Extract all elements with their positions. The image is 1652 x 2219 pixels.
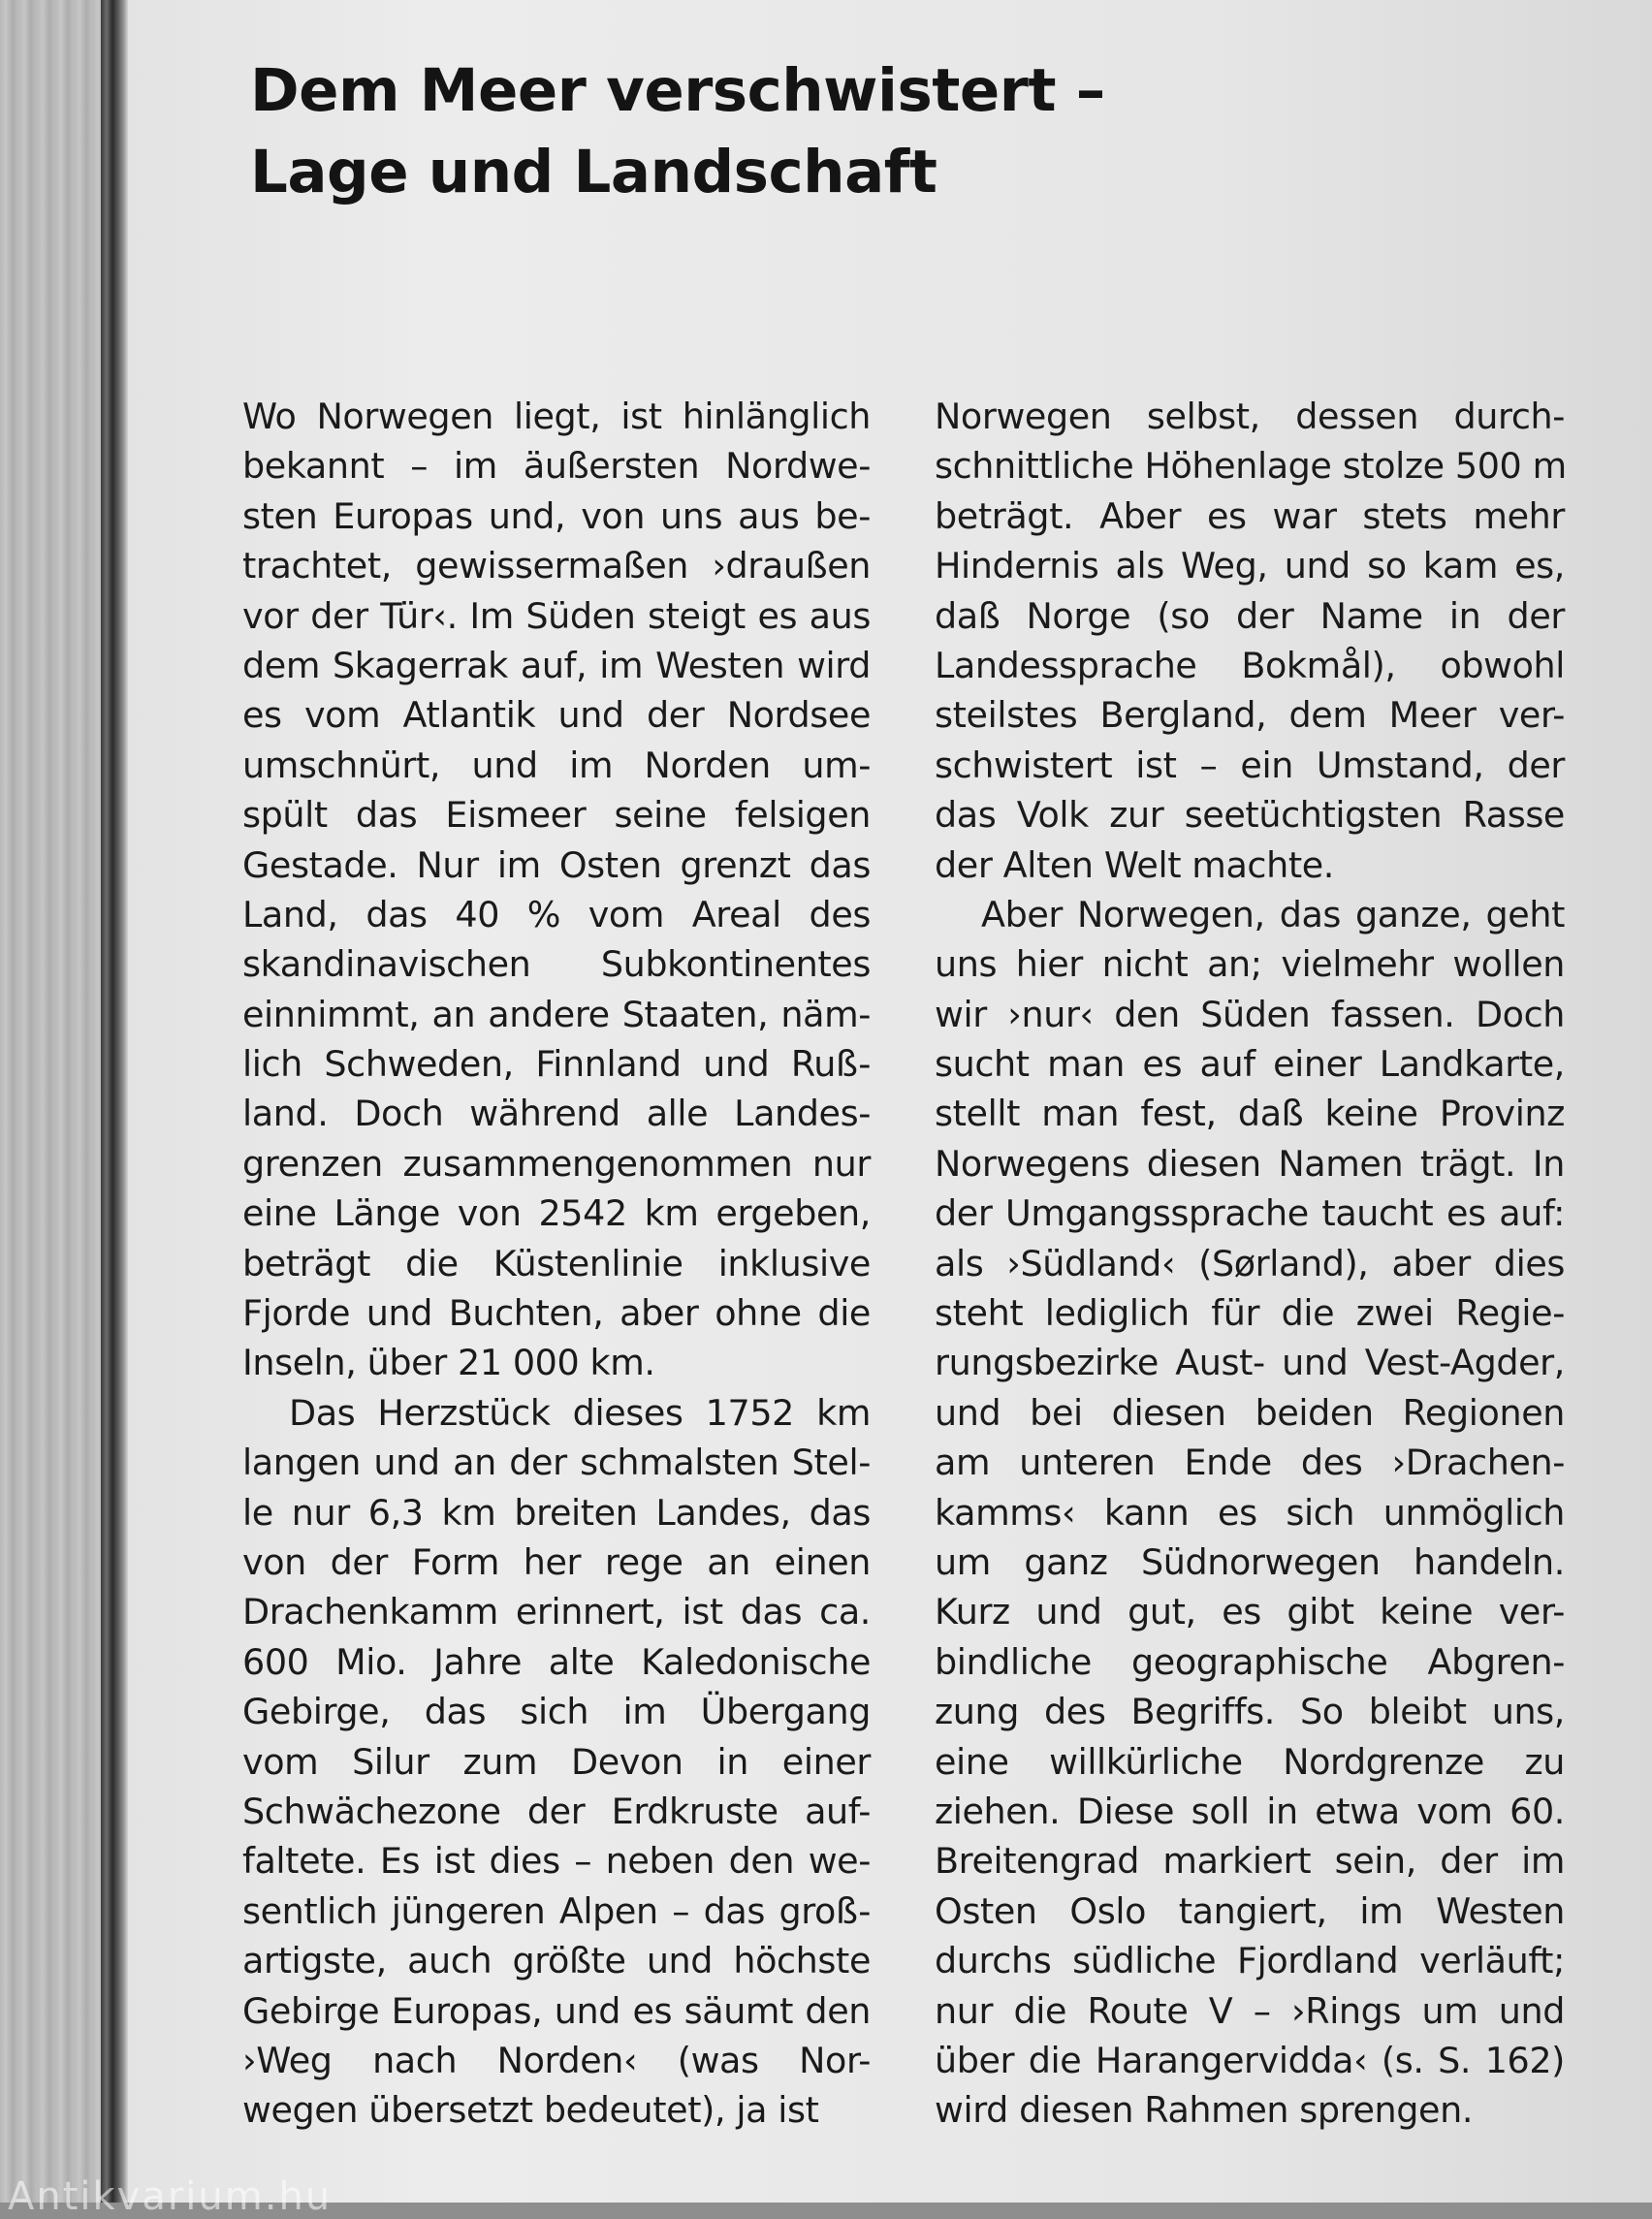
text-line: ›Weg nach Norden‹ (was Nor- [242,2039,871,2081]
text-line: trachtet, gewissermaßen ›draußen [242,545,871,587]
text-line: Das Herzstück dieses 1752 km [289,1391,871,1434]
text-column-right [935,392,1565,2136]
text-line: der Alten Welt machte. [935,843,1335,886]
text-line: le nur 6,3 km breiten Landes, das [242,1491,871,1534]
chapter-title-line: Lage und Landschaft [250,138,937,206]
chapter-title [250,50,1105,213]
paragraph [935,890,1565,2136]
text-line: Gebirge, das sich im Übergang [242,1691,871,1733]
text-line: Drachenkamm erinnert, ist das ca. [242,1591,871,1633]
text-line: uns hier nicht an; vielmehr wollen [935,943,1565,986]
text-column-left [242,392,871,2136]
text-line: sentlich jüngeren Alpen – das groß- [242,1889,871,1932]
text-line: steilstes Bergland, dem Meer ver- [935,694,1565,737]
chapter-title-line: Dem Meer verschwistert – [250,56,1105,125]
text-line: bindliche geographische Abgren- [935,1640,1565,1683]
text-line: rungsbezirke Aust- und Vest-Agder, [935,1342,1565,1384]
text-line: umschnürt, und im Norden um- [242,744,871,786]
paragraph [935,392,1565,890]
text-line: sucht man es auf einer Landkarte, [935,1043,1565,1086]
text-line: als ›Südland‹ (Sørland), aber dies [935,1242,1565,1284]
text-line: grenzen zusammengenommen nur [242,1142,871,1185]
text-line: um ganz Südnorwegen handeln. [935,1540,1565,1583]
text-line: einnimmt, an andere Staaten, näm- [242,993,871,1035]
text-line: am unteren Ende des ›Drachen- [935,1442,1565,1484]
text-line: Gebirge Europas, und es säumt den [242,1989,871,2032]
book-page-edge [101,0,128,2203]
text-line: Hindernis als Weg, und so kam es, [935,545,1565,587]
text-line: eine Länge von 2542 km ergeben, [242,1192,871,1235]
text-line: kamms‹ kann es sich unmöglich [935,1491,1565,1534]
text-line: steht lediglich für die zwei Regie- [935,1292,1565,1335]
text-line: der Umgangssprache taucht es auf: [935,1192,1565,1235]
text-line: wir ›nur‹ den Süden fassen. Doch [935,993,1565,1035]
text-line: Wo Norwegen liegt, ist hinlänglich [242,396,871,437]
text-line: daß Norge (so der Name in der [935,594,1565,637]
text-line: langen und an der schmalsten Stel- [242,1442,871,1484]
text-line: artigste, auch größte und höchste [242,1940,871,1982]
text-line: zung des Begriffs. So bleibt uns, [935,1691,1565,1733]
text-line: Kurz und gut, es gibt keine ver- [935,1591,1565,1633]
text-line: beträgt. Aber es war stets mehr [935,494,1565,537]
watermark: Antikvarium.hu [8,2174,333,2219]
text-line: schnittliche Höhenlage stolze 500 m [935,445,1567,488]
text-line: stellt man fest, daß keine Provinz [935,1093,1565,1135]
text-line: 600 Mio. Jahre alte Kaledonische [242,1640,871,1683]
text-line: Inseln, über 21 000 km. [242,1342,655,1384]
text-line: spült das Eismeer seine felsigen [242,794,871,837]
text-line: Osten Oslo tangiert, im Westen [935,1889,1565,1932]
text-line: Norwegens diesen Namen trägt. In [935,1142,1565,1185]
text-line: wird diesen Rahmen sprengen. [935,2089,1474,2132]
text-line: Schwächezone der Erdkruste auf- [242,1790,871,1832]
text-line: Norwegen selbst, dessen durch- [935,396,1565,437]
text-line: nur die Route V – ›Rings um und [935,1989,1565,2032]
text-line: Gestade. Nur im Osten grenzt das [242,843,871,886]
paragraph [242,392,871,1388]
text-line: ziehen. Diese soll in etwa vom 60. [935,1790,1565,1832]
text-line: Breitengrad markiert sein, der im [935,1840,1565,1883]
text-line: von der Form her rege an einen [242,1540,871,1583]
text-line: und bei diesen beiden Regionen [935,1391,1565,1434]
text-line: über die Harangervidda‹ (s. S. 162) [935,2039,1565,2081]
text-line: eine willkürliche Nordgrenze zu [935,1740,1565,1783]
text-line: beträgt die Küstenlinie inklusive [242,1242,871,1284]
text-line: schwistert ist – ein Umstand, der [935,744,1565,786]
text-line: land. Doch während alle Landes- [242,1093,871,1135]
text-line: wegen übersetzt bedeutet), ja ist [242,2089,819,2132]
text-line: vor der Tür‹. Im Süden steigt es aus [242,594,871,637]
text-line: durchs südliche Fjordland verläuft; [935,1940,1565,1982]
text-line: Fjorde und Buchten, aber ohne die [242,1292,871,1335]
text-line: lich Schweden, Finnland und Ruß- [242,1043,871,1086]
text-line: skandinavischen Subkontinentes [242,943,871,986]
text-line: vom Silur zum Devon in einer [242,1740,871,1783]
text-line: faltete. Es ist dies – neben den we- [242,1840,871,1883]
text-line: Land, das 40 % vom Areal des [242,893,871,935]
background-strip [0,0,101,2203]
text-line: Landessprache Bokmål), obwohl [935,644,1565,686]
text-line: das Volk zur seetüchtigsten Rasse [935,794,1565,837]
paragraph [242,1388,871,2136]
text-line: bekannt – im äußersten Nordwe- [242,445,871,488]
text-line: dem Skagerrak auf, im Westen wird [242,644,871,686]
text-line: Aber Norwegen, das ganze, geht [981,893,1565,935]
text-line: es vom Atlantik und der Nordsee [242,694,871,737]
text-line: sten Europas und, von uns aus be- [242,494,871,537]
